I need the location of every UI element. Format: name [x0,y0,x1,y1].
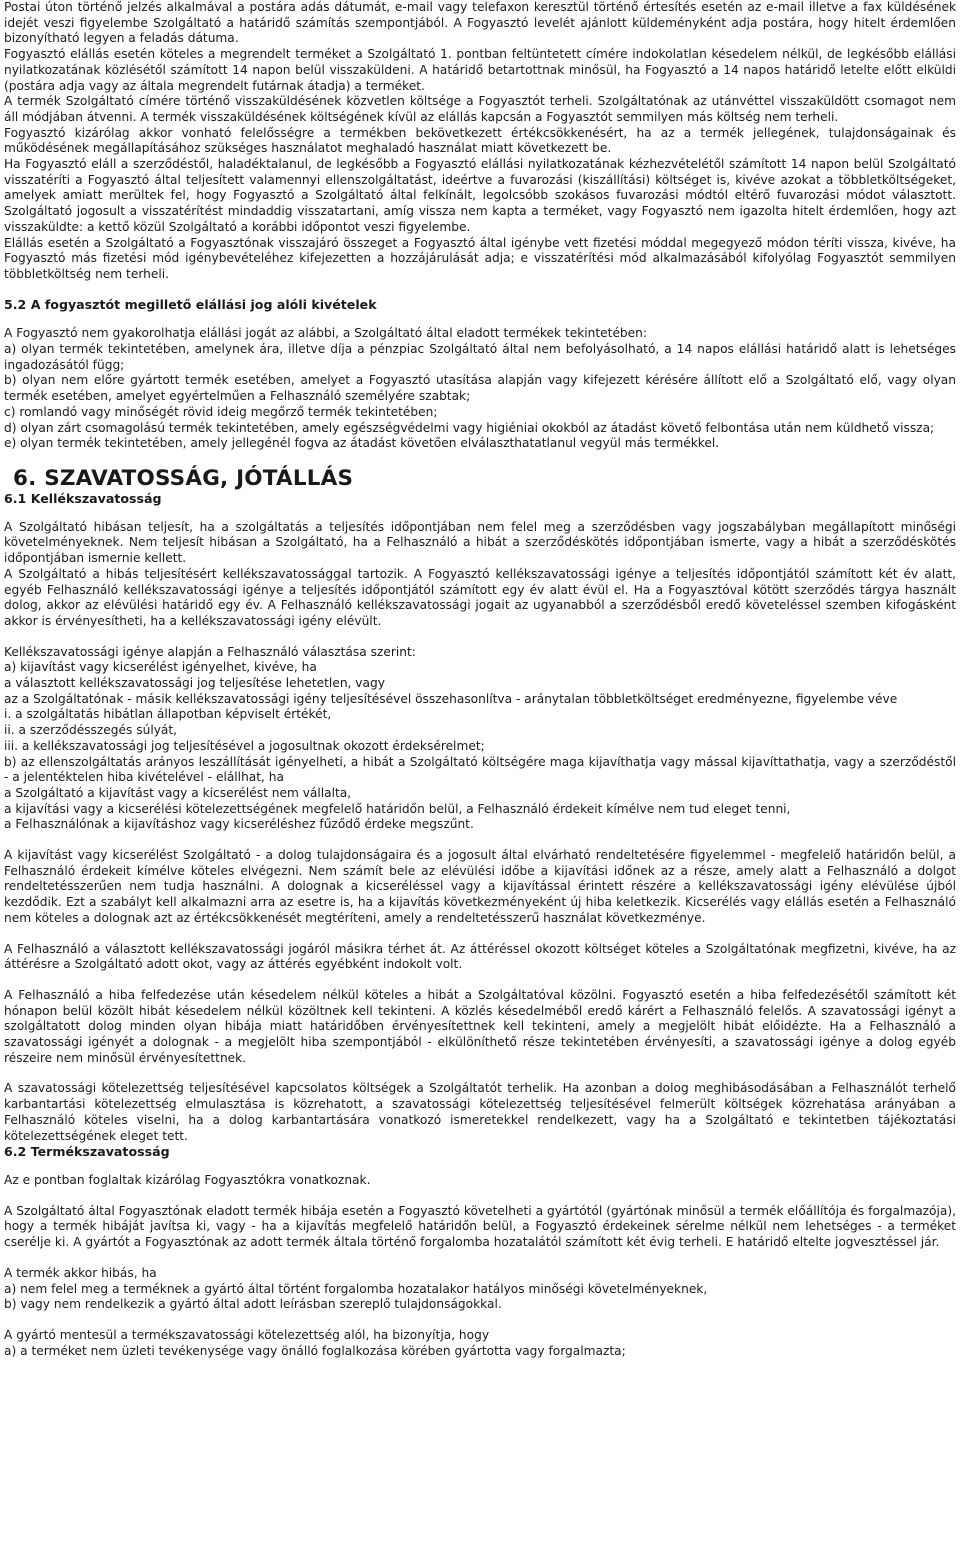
list-item-iii: iii. a kellékszavatossági jog teljesítésével a jogosultnak okozott érdeksérelmet; [4,738,485,753]
section-heading-6-1: 6.1 Kellékszavatosság [4,490,162,506]
section-heading-6: 6. SZAVATOSSÁG, JÓTÁLLÁS [13,465,354,491]
section-heading-6-2: 6.2 Termékszavatosság [4,1144,170,1160]
list-item-impossible: a választott kellékszavatossági jog teljesítése lehetetlen, vagy [4,676,385,691]
list-item-exemption-a: a) a terméket nem üzleti tevékenysége vagy önálló foglalkozása körében gyártotta vagy forgalmazta; [4,1343,626,1358]
paragraph-defective-performance: A Szolgáltató hibásan teljesít, ha a szolgáltatás a teljesítés időpontjában nem felel meg a szerződésben vagy jogszabályban megállapított minőségi követelményeknek. Nem teljesít hibásan a Szolgáltató, ha a Felhasználó a hibát a szerződéskötés időpontjában ismerte, vagy a hibát a szerződéskötés időpontjában ismernie kellett. [4,519,956,566]
list-intro-choices: Kellékszavatossági igénye alapján a Felhasználó választása szerint: [4,644,416,659]
list-item-defect-a: a) nem felel meg a terméknek a gyártó által történt forgalomba hozatalakor hatályos minőségi követelményeknek, [4,1281,708,1296]
list-item-interest-ceased: a Felhasználónak a kijavításhoz vagy kicseréléshez fűződő érdeke megszűnt. [4,817,474,832]
list-item-choice-a: a) kijavítást vagy kicserélést igényelhet, kivéve, ha [4,660,317,675]
paragraph-postal-date: Postai úton történő jelzés alkalmával a postára adás dátumát, e-mail vagy telefaxon keresztül történő értesítés esetén az e-mail illetve a fax küldésének idejét veszi figyelembe Szolgáltató a határidő számítás szempontjából. A Fogyasztó levelét ajánlott küldeményként adja postára, hogy hitelt érdemlően bizonyítható legyen a feladás dátuma. [4,0,956,46]
list-item-exception-d: d) olyan zárt csomagolású termék tekintetében, amely egészségvédelmi vagy higiéniai okokból az átadást követő felbontása után nem küldhető vissza; [4,420,935,435]
paragraph-exceptions-intro: A Fogyasztó nem gyakorolhatja elállási jogát az alábbi, a Szolgáltató által eladott termékek tekintetében: [4,326,648,341]
list-item-disproportionate: az a Szolgáltatónak - másik kellékszavatossági igény teljesítésével összehasonlítva - aránytalan többletköltséget eredményezne, figyelembe véve [4,691,898,706]
paragraph-consumers-only: Az e pontban foglaltak kizárólag Fogyasztókra vonatkoznak. [4,1173,371,1187]
paragraph-refund-method: Elállás esetén a Szolgáltató a Fogyasztónak visszajáró összeget a Fogyasztó által igénybe vett fizetési móddal megegyező módon téríti vissza, kivéve, ha Fogyasztó más fizetési mód igénybevételéhez kifejezetten a hozzájárulását adja; e visszatérítési mód alkalmazásából kifolyólag Fogyasztót semmilyen többletköltség nem terheli. [4,235,956,281]
section-heading-5-2: 5.2 A fogyasztót megillető elállási jog alóli kivételek [4,296,377,312]
paragraph-warranty-costs: A szavatossági kötelezettség teljesítésével kapcsolatos költségek a Szolgáltatót terhelik. Ha azonban a dolog meghibásodásában a Felhasználót terhelő karbantartási kötelezettség elmulasztása is közrehatott, a szavatossági kötelezettség teljesítésével felmerült költségek közrehatása arányában a Felhasználó köteles viselni, ha a dolog karbantartására vonatkozó ismeretekkel rendelkezett, vagy ha a Szolgáltató e tekintetben tájékoztatási kötelezettségének eleget tett. [4,1081,956,1143]
paragraph-exemption: A gyártó mentesül a termékszavatossági kötelezettség alól, ha bizonyítja, hogy [4,1327,490,1342]
list-item-not-in-time: a kijavítási vagy a kicserélési kötelezettségének megfelelő határidőn belül, a Felhasználó érdekeit kímélve nem tud eleget tenni, [4,801,791,816]
list-item-choice-b: b) az ellenszolgáltatás arányos leszállítását igényelheti, a hibát a Szolgáltató költségére maga kijavíthatja vagy mással kijavíttathatja, vagy a szerződéstől - a jelentéktelen hiba kivételével - elállhat, ha [4,754,956,785]
paragraph-refund: Ha Fogyasztó eláll a szerződéstől, haladéktalanul, de legkésőbb a Fogyasztó elállási nyilatkozatának kézhezvételétől számított 14 napon belül Szolgáltató visszatéríti a Fogyasztó által teljesített valamennyi ellenszolgáltatást, ideértve a fuvarozási (kiszállítási) költséget is, kivéve azokat a többletköltségeket, amelyek amiatt merültek fel, hogy Fogyasztó a Szolgáltató által felkínált, legolcsóbb szokásos fuvarozási módtól eltérő fuvarozási módot választott. Szolgáltató jogosult a visszatérítést mindaddig visszatartani, amíg vissza nem kapta a terméket, vagy Fogyasztó nem igazolta hitelt érdemlően, hogy azt visszaküldte: a kettő közül Szolgáltató a korábbi időpontot veszi figyelembe. [4,157,956,234]
list-item-exception-a: a) olyan termék tekintetében, amelynek ára, illetve díja a pénzpiac Szolgáltató által nem befolyásolható, a 14 napos elállási határidő alatt is lehetséges ingadozásától függ; [4,342,956,372]
paragraph-return-cost: A termék Szolgáltató címére történő visszaküldésének közvetlen költsége a Fogyasztót terheli. Szolgáltatónak az utánvéttel visszaküldött csomagot nem áll módjában átvenni. A termék visszaküldésének költségének kívül az elállás kapcsán a Fogyasztót semmilyen más költség nem terheli. [4,94,956,124]
paragraph-warranty-period: A Szolgáltató a hibás teljesítésért kellékszavatossággal tartozik. A Fogyasztó kellékszavatossági igénye a teljesítés időpontjától számított két év alatt, egyéb Felhasználó kellékszavatossági igénye a teljesítés időpontjától számított egy év alatt évül el. Ha a Fogyasztóval kötött szerződés tárgya használt dolog, akkor az elévülési határidő egy év. A Felhasználó kellékszavatossági jogait az ugyanabból a szerződésből eredő követeléssel szemben kifogásként akkor is érvényesítheti, ha a kellékszavatossági igény elévült. [4,566,956,628]
paragraph-switch-right: A Felhasználó a választott kellékszavatossági jogáról másikra térhet át. Az áttéréssel okozott költséget köteles a Szolgáltatónak megfizetni, kivéve, ha az áttérésre a Szolgáltató adott okot, vagy az áttérés egyébként indokolt volt. [4,941,956,972]
list-item-exception-c: c) romlandó vagy minőségét rövid ideig megőrző termék tekintetében; [4,404,438,419]
list-item-defect-b: b) vagy nem rendelkezik a gyártó által adott leírásban szereplő tulajdonságokkal. [4,1297,502,1312]
list-item-exception-e: e) olyan termék tekintetében, amely jellegénél fogva az átadást követően elválaszthatatlanul vegyül más termékkel. [4,436,720,451]
paragraph-return-deadline: Fogyasztó elállás esetén köteles a megrendelt terméket a Szolgáltató 1. pontban feltüntetett címére indokolatlan késedelem nélkül, de legkésőbb elállási nyilatkozatának közlésétől számított 14 napon belül visszaküldeni. A határidő betartottnak minősül, ha Fogyasztó a 14 napos határidő letelte előtt elküldi (postára adja vagy az általa megrendelt futárnak átadja) a terméket. [4,47,956,93]
paragraph-repair-deadline: A kijavítást vagy kicserélést Szolgáltató - a dolog tulajdonságaira és a jogosult által elvárható rendeltetésére figyelemmel - megfelelő határidőn belül, a Felhasználó érdekeit kímélve köteles elvégezni. Nem számít bele az elévülési időbe a kijavítási időnek az a része, amely alatt a Felhasználó a dolgot rendeltetésszerűen nem tudja használni. A dolognak a kicseréléssel vagy a kijavítással érintett részére a kellékszavatossági igény elévülése újból kezdődik. Ezt a szabályt kell alkalmazni arra az esetre is, ha a kijavítás következményeként új hiba keletkezik. Kicserélés vagy elállás esetén a Felhasználó nem köteles a dolognak azt az értékcsökkenését megtéríteni, amely a rendeltetésszerű használat következménye. [4,848,956,925]
paragraph-notify-defect: A Felhasználó a hiba felfedezése után késedelem nélkül köteles a hibát a Szolgáltatóval közölni. Fogyasztó esetén a hiba felfedezésétől számított két hónapon belül közölt hibát késedelem nélkül közöltnek kell tekinteni. A közlés késedelméből eredő kárért a Felhasználó felelős. A szavatossági igényt a szolgáltatott dolog minden olyan hibája miatt határidőben érvényesítettnek kell tekinteni, amely a megjelölt hibát előidézte. Ha a Felhasználó a szavatossági igényét a dolognak - a megjelölt hiba szempontjából - elkülöníthető része tekintetében érvényesíti, a szavatossági igénye a dolog egyéb részeire nem minősül érvényesítettnek. [4,987,956,1065]
paragraph-manufacturer-claim: A Szolgáltató által Fogyasztónak eladott termék hibája esetén a Fogyasztó követelheti a gyártótól (gyártónak minősül a termék előállítója és forgalmazója), hogy a termék hibáját javítsa ki, vagy - ha a kijavítás megfelelő határidőn belül, a Fogyasztó érdekeinek sérelme nélkül nem lehetséges - a terméket cserélje ki. A gyártót a Fogyasztónak az adott termék általa történő forgalomba hozatalától számított két évig terheli. E határidő eltelte jogvesztéssel jár. [4,1203,956,1250]
paragraph-defective-if: A termék akkor hibás, ha [4,1265,157,1280]
list-item-exception-b: b) olyan nem előre gyártott termék esetében, amelyet a Fogyasztó utasítása alapján vagy kifejezett kérésére állított elő a Szolgáltató elő, vagy olyan termék esetében, amelyet egyértelműen a Felhasználó személyére szabtak; [4,373,956,404]
list-item-not-undertaken: a Szolgáltató a kijavítást vagy a kicserélést nem vállalta, [4,785,352,800]
list-item-i: i. a szolgáltatás hibátlan állapotban képviselt értékét, [4,707,332,722]
paragraph-depreciation: Fogyasztó kizárólag akkor vonható felelősségre a termékben bekövetkezett értékcsökkenésért, ha az a termék jellegének, tulajdonságainak és működésének megállapításához szükséges használatot meghaladó használat miatt következett be. [4,125,956,156]
list-item-ii: ii. a szerződésszegés súlyát, [4,723,178,738]
